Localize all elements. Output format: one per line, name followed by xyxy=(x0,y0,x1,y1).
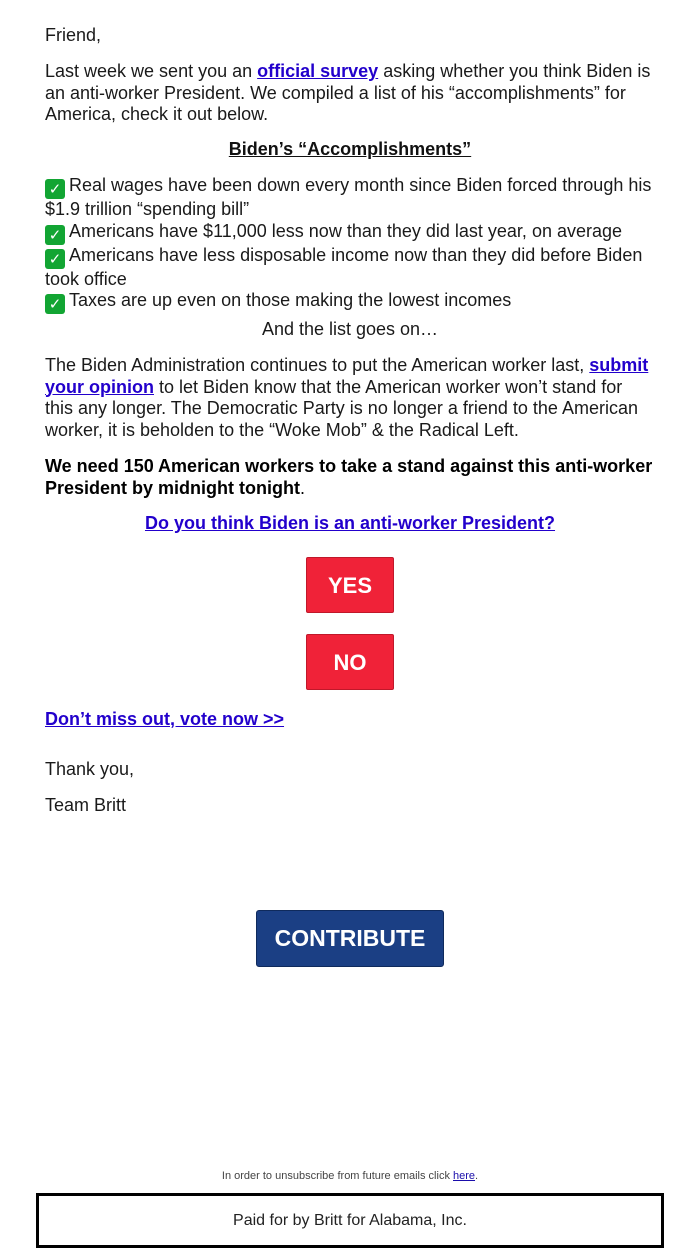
check-mark-icon: ✓ xyxy=(45,294,65,314)
section-title: Biden’s “Accomplishments” xyxy=(228,139,472,159)
check-mark-icon: ✓ xyxy=(45,179,65,199)
list-item xyxy=(45,245,655,291)
question-link[interactable]: Do you think Biden is an anti-worker President? xyxy=(144,513,556,533)
admin-paragraph xyxy=(45,355,655,441)
dont-miss-paragraph xyxy=(45,709,284,731)
submit-opinion-link[interactable]: submit your opinion xyxy=(45,355,649,397)
unsubscribe-link[interactable]: here xyxy=(453,1170,476,1182)
list-goes-on-text: And the list goes on… xyxy=(261,319,439,339)
yes-button[interactable]: YES xyxy=(306,557,394,613)
call-to-action-end: . xyxy=(300,477,306,498)
greeting: Friend, xyxy=(45,25,102,45)
list-item-text: Americans have less disposable income now than they did before Biden took office xyxy=(45,244,643,289)
check-mark-icon: ✓ xyxy=(45,249,65,269)
intro-paragraph xyxy=(45,61,655,126)
no-button[interactable]: NO xyxy=(306,634,394,690)
official-survey-link[interactable]: official survey xyxy=(257,61,379,81)
call-to-action-text xyxy=(45,456,655,499)
admin-text-before: The Biden Administration continues to put the American worker last, xyxy=(45,355,590,375)
list-item-text: Americans have $11,000 less now than they did last year, on average xyxy=(69,220,623,241)
list-item-text: Real wages have been down every month since Biden forced through his $1.9 trillion “spending bill” xyxy=(45,175,652,219)
list-item xyxy=(45,290,655,314)
signoff-text: Team Britt xyxy=(45,795,127,815)
intro-text-after: asking whether you think Biden is an anti-worker President. We compiled a list of his “accomplishments” for America, check it out below. xyxy=(45,61,651,124)
check-mark-icon: ✓ xyxy=(45,225,65,245)
thank-you-text: Thank you, xyxy=(45,759,135,779)
contribute-button[interactable]: CONTRIBUTE xyxy=(256,910,444,967)
list-item-text: Taxes are up even on those making the lowest incomes xyxy=(69,290,512,310)
paid-for-disclaimer: Paid for by Britt for Alabama, Inc. xyxy=(36,1193,664,1248)
intro-text-before: Last week we sent you an xyxy=(45,61,258,81)
vote-now-link[interactable]: Don’t miss out, vote now >> xyxy=(45,709,285,729)
call-to-action-bold: We need 150 American workers to take a stand against this anti-worker President by midnight tonight xyxy=(45,456,653,498)
unsubscribe-text-before: In order to unsubscribe from future emails click xyxy=(221,1170,453,1182)
admin-text-after: to let Biden know that the American worker won’t stand for this any longer. The Democratic Party is no longer a friend to the American worker, it is beholden to the “Woke Mob” & the Radical Left. xyxy=(45,376,638,440)
accomplishments-list xyxy=(45,175,655,314)
question-paragraph xyxy=(45,513,655,535)
list-item xyxy=(45,221,655,245)
unsubscribe-notice xyxy=(0,1170,700,1182)
list-item xyxy=(45,175,655,221)
unsubscribe-text-after: . xyxy=(475,1170,479,1182)
